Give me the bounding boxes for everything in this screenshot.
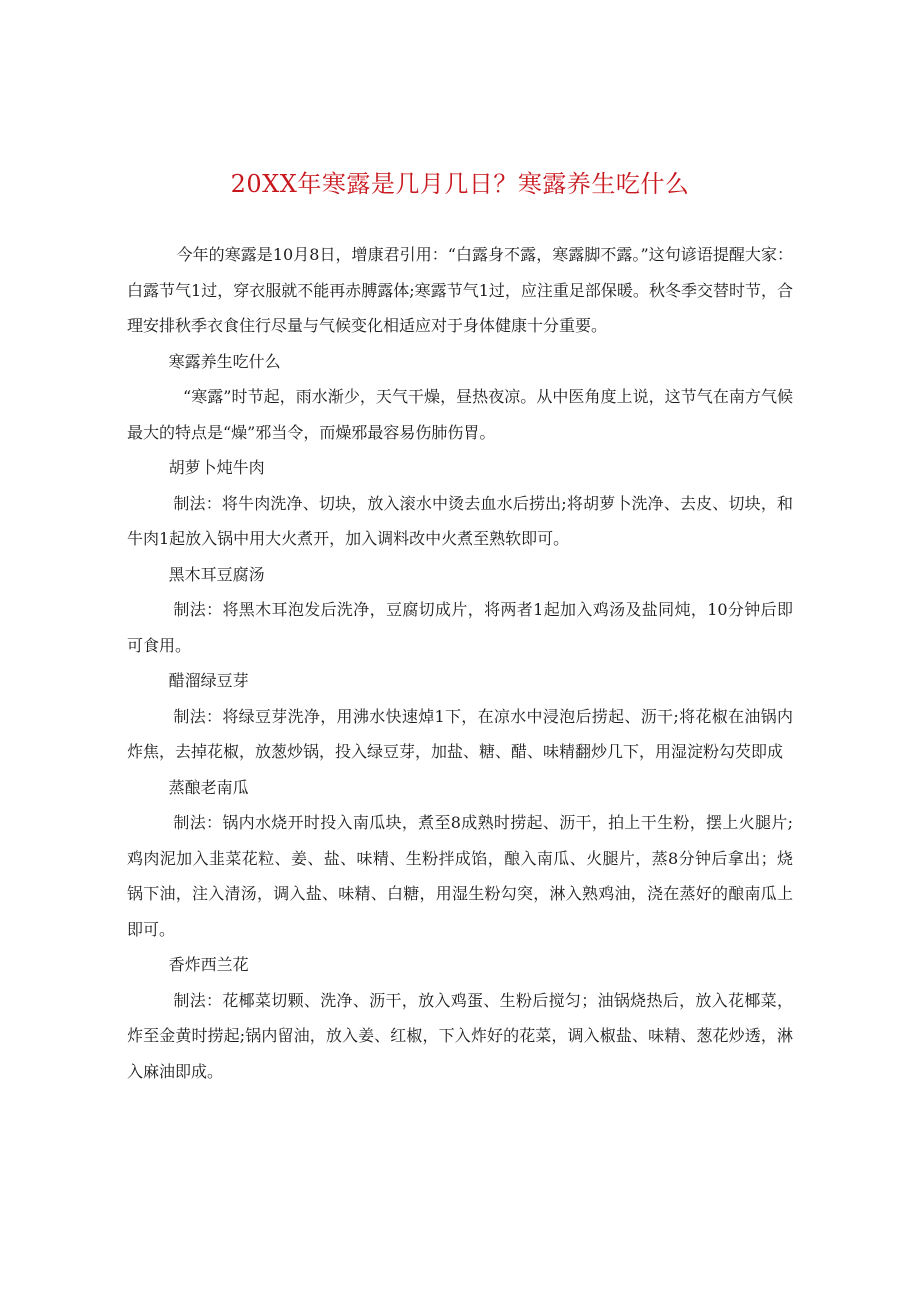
recipe-name: 蒸酿老南瓜	[168, 777, 249, 797]
recipe-method: 制法：将绿豆芽洗净，用沸水快速焯1下，在凉水中浸泡后捞起、沥干;将花椒在油锅内炸焦，去掉花椒，放葱炒锅，投入绿豆芽，加盐、糖、醋、味精翻炒几下，用湿淀粉勾芡即成	[127, 706, 793, 761]
section-heading: 寒露养生吃什么	[168, 351, 281, 371]
recipe-method: 制法：锅内水烧开时投入南瓜块，煮至8成熟时捞起、沥干，拍上干生粉，摆上火腿片;鸡肉泥加入韭菜花粒、姜、盐、味精、生粉拌成馅，酿入南瓜、火腿片，蒸8分钟后拿出；烧锅下油，注入清汤，调入盐、味精、白糖，用湿生粉勾突，淋入熟鸡油，浇在蒸好的酿南瓜上即可。	[127, 813, 793, 939]
recipe-name: 胡萝卜炖牛肉	[168, 458, 265, 477]
recipe-name: 醋溜绿豆芽	[168, 671, 249, 690]
recipe-method: 制法：花椰菜切颗、洗净、沥干，放入鸡蛋、生粉后搅匀；油锅烧热后，放入花椰菜，炸至金黄时捞起;锅内留油，放入姜、红椒，下入炸好的花菜，调入椒盐、味精、葱花炒透，淋入麻油即成。	[127, 990, 793, 1081]
recipe-method: 制法：将牛肉洗净、切块，放入滚水中烫去血水后捞出;将胡萝卜洗净、去皮、切块，和牛肉1起放入锅中用大火煮开，加入调料改中火煮至熟软即可。	[127, 493, 793, 548]
recipe-name: 香炸西兰花	[168, 955, 249, 974]
intro-paragraph: 今年的寒露是10月8日，增康君引用：“白露身不露，寒露脚不露。”这句谚语提醒大家：白露节气1过，穿衣服就不能再赤膊露体;寒露节气1过，应注重足部保暖。秋冬季交替时节，合理安排秋季衣食住行尽量与气候变化相适应对于身体健康十分重要。	[127, 245, 793, 335]
section-intro-paragraph: “寒露”时节起，雨水渐少，天气干燥，昼热夜凉。从中医角度上说，这节气在南方气候最大的特点是“燥”邪当令，而燥邪最容易伤肺伤胃。	[127, 387, 793, 442]
recipe-method: 制法：将黑木耳泡发后洗净，豆腐切成片，将两者1起加入鸡汤及盐同炖，10分钟后即可食用。	[127, 600, 793, 655]
recipe-name: 黑木耳豆腐汤	[168, 564, 265, 584]
document-title: 20XX年寒露是几月几日？寒露养生吃什么	[230, 170, 690, 198]
document-body	[127, 237, 793, 1089]
